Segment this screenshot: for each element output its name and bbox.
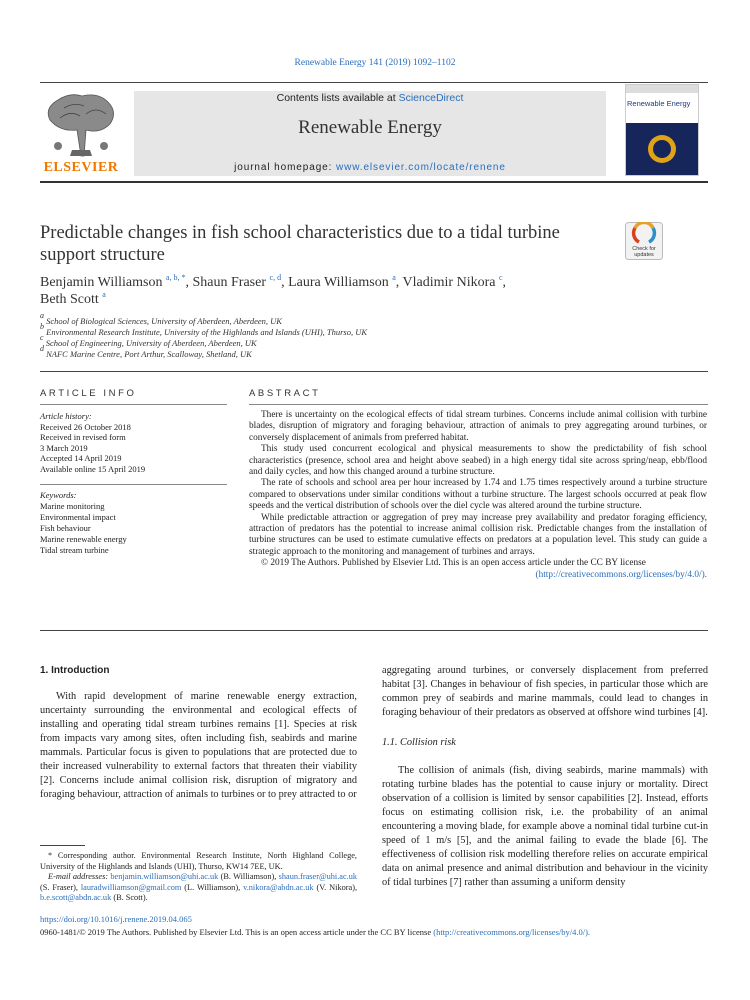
keyword-items <box>40 501 225 556</box>
issn-text: 0960-1481/© 2019 The Authors. Published by Elsevier Ltd. This is an open access article under the CC BY license <box>40 927 432 937</box>
affiliation-text: NAFC Marine Centre, Port Arthur, Scalloway, Shetland, UK <box>44 349 252 359</box>
author-affiliation-marker[interactable]: a <box>392 273 396 282</box>
section-heading: 1. Introduction <box>40 665 110 676</box>
affiliation-text: Environmental Research Institute, University of the Highlands and Islands (UHI), Thurso, UK <box>44 327 368 337</box>
email-label: E-mail addresses: <box>48 872 109 881</box>
doi-link[interactable]: https://doi.org/10.1016/j.renene.2019.04.065 <box>40 914 192 924</box>
keywords-label: Keywords: <box>40 490 77 500</box>
keyword: Environmental impact <box>40 512 116 522</box>
affiliation <box>40 344 640 360</box>
check-for-updates-label[interactable]: Check for updates <box>632 246 656 258</box>
abstract-body <box>249 410 707 581</box>
abstract-paragraph: This study used concurrent ecological and physical measurements to show the predictability of fish school characteristics (presence, school area and height above seabed) in a high energy tidal site across spring/neap, ebb/flood and daily cycles, and how this changed around a turbine structure. <box>249 444 707 478</box>
journal-name: Renewable Energy <box>298 117 442 138</box>
keywords-rule <box>40 484 227 485</box>
affiliation-key: d <box>40 344 44 353</box>
history-items <box>40 422 225 475</box>
abstract-paragraph: While predictable attraction or aggregation of prey may increase prey availability and predator foraging efficiency, attraction of predators has the potential to increase animal collision risk. Predictable changes from the installation of turbine structures can be used to estimate cumulative effects on predators at a population level. This study can guide a strategic approach to the monitoring and management of turbines and arrays. <box>249 512 707 557</box>
email-owner: (V. Nikora), <box>316 882 358 892</box>
email-link[interactable]: lauradwilliamson@gmail.com <box>80 882 182 892</box>
contents-prefix: Contents lists available at <box>276 92 399 104</box>
homepage-prefix: journal homepage: <box>234 162 336 173</box>
author-name: Vladimir Nikora <box>402 275 496 290</box>
author-list: Benjamin Williamson $^{a, b, *}$, Shaun Fraser $^{c, d}$, Laura Williamson $^a$, Vladimir Nikora $^c$, Beth Scott $^a$ <box>40 273 507 307</box>
keyword: Marine monitoring <box>40 501 105 511</box>
article-title: Predictable changes in fish school characteristics due to a tidal turbine support structure <box>40 223 560 265</box>
intro-paragraph-continued: aggregating around turbines, or conversely displacement from preferred habitat [3]. Changes in behaviour of fish species, in particular those which are common prey of seabirds and marine mammals, could lead to changes in foraging behaviour of their predators as observed at offshore wind turbines [4]. <box>382 665 708 718</box>
email-addresses <box>40 872 357 904</box>
header-top-rule <box>40 82 708 83</box>
license-link[interactable]: (http://creativecommons.org/licenses/by/4.0/). <box>535 569 707 580</box>
history-entry: 3 March 2019 <box>40 442 88 453</box>
journal-cover-thumbnail[interactable] <box>625 84 699 176</box>
collision-paragraph: The collision of animals (fish, diving seabirds, marine mammals) with rotating turbine blades has the potential to cause injury or mortality. Direct observation of a collision is limited by sensor capabilities [2]. Instead, efforts focus on estimating collision risk, i.e. the probability of an animal encountering a moving blade, for example above a nominal tidal turbine cut-in speed of 1 m/s [5], and the animal failing to evade the blade [6]. The effectiveness of collision risk modelling therefore relies on accurate empirical data on animal presence and animal distribution and behaviour in the vicinity of tidal turbines [7] rather than assuming a uniform density <box>382 765 708 888</box>
sciencedirect-link[interactable]: ScienceDirect <box>398 92 464 104</box>
affiliation-key: b <box>40 322 44 331</box>
abstract-paragraphs <box>249 410 707 558</box>
article-info-heading: ARTICLE INFO <box>40 388 137 399</box>
affiliation <box>40 333 640 349</box>
journal-citation[interactable]: Renewable Energy 141 (2019) 1092–1102 <box>294 58 456 68</box>
header-bottom-rule <box>40 181 708 183</box>
email-owner: (B. Williamson), <box>220 872 277 881</box>
affiliation-key: c <box>40 333 44 342</box>
keyword: Tidal stream turbine <box>40 545 109 555</box>
history-label: Article history: <box>40 411 92 421</box>
issn-line <box>40 927 590 937</box>
intro-paragraph: With rapid development of marine renewable energy extraction, uncertainty surrounding the environmental and ecological effects of installing and operating tidal stream turbines remains [1]. Species at risk from impacts vary among sites, often including fish, seabirds and marine mammals. Particular focus is given to populations that are protected due to their increased vulnerability to external factors that threaten their viability [2]. Concerns include animal collision risk, disruption of migratory and foraging behaviour, attraction of animals to turbines or to prey attracted to or <box>40 691 357 800</box>
author-name: Beth Scott <box>40 292 99 307</box>
author-name: Shaun Fraser <box>192 275 267 290</box>
keyword: Fish behaviour <box>40 523 91 533</box>
body-left-column <box>40 664 357 802</box>
email-link[interactable]: benjamin.williamson@uhi.ac.uk <box>110 872 219 881</box>
affiliation <box>40 311 640 327</box>
author-affiliation-marker[interactable]: a, b, * <box>165 273 186 282</box>
affiliation-text: School of Biological Sciences, University of Aberdeen, Aberdeen, UK <box>44 316 282 326</box>
license-text: © 2019 The Authors. Published by Elsevier Ltd. This is an open access article under the CC BY license <box>261 558 646 569</box>
email-owner: (L. Williamson), <box>184 882 241 892</box>
email-link[interactable]: b.e.scott@abdn.ac.uk <box>40 893 112 902</box>
history-entry: Accepted 14 April 2019 <box>40 453 122 463</box>
email-owner: (B. Scott). <box>113 893 148 902</box>
homepage-link[interactable]: www.elsevier.com/locate/renene <box>335 162 506 173</box>
affiliation-key: a <box>40 311 44 320</box>
affiliation-rule <box>40 371 708 372</box>
article-history <box>40 411 225 474</box>
homepage-line <box>134 162 606 173</box>
abstract-paragraph: The rate of schools and school area per hour increased by 1.74 and 1.75 times respectively around a turbine structure compared to observations under similar conditions without a turbine structure. The largest schools occurred at peak flow speeds and the vertical distribution of schools over the diel cycle was altered around the turbine structure. <box>249 478 707 512</box>
subsection-heading: 1.1. Collision risk <box>382 737 456 748</box>
article-info-rule <box>40 404 227 405</box>
history-entry: Available online 15 April 2019 <box>40 463 146 474</box>
corresponding-author-note: * Corresponding author. Environmental Research Institute, North Highland College, University of the Highlands and Islands (UHI), Thurso, KW14 7EE, UK. <box>40 851 357 871</box>
affiliation-text: School of Engineering, University of Aberdeen, Aberdeen, UK <box>43 338 257 348</box>
email-link[interactable]: v.nikora@abdn.ac.uk <box>243 882 314 892</box>
body-right-column <box>382 664 708 890</box>
issn-license-link[interactable]: (http://creativecommons.org/licenses/by/4.0/). <box>433 927 591 937</box>
author-affiliation-marker[interactable]: c <box>498 273 503 282</box>
history-entry: Received 26 October 2018 <box>40 421 131 432</box>
author-name: Benjamin Williamson <box>40 275 163 290</box>
abstract-paragraph: There is uncertainty on the ecological effects of tidal stream turbines. Concerns include animal collision with turbine blades, disruption of migratory and foraging behaviour, attraction of animals to prey aggregating around turbines, or conversely displacement of animals from preferred habitat. <box>249 410 707 443</box>
keyword: Marine renewable energy <box>40 534 127 544</box>
contents-line <box>134 92 606 104</box>
keyword-list <box>40 490 225 556</box>
author-affiliation-marker[interactable]: a <box>102 290 106 299</box>
abstract-heading: ABSTRACT <box>249 388 321 399</box>
author-name: Laura Williamson <box>288 275 389 290</box>
author-affiliation-marker[interactable]: c, d <box>269 273 282 282</box>
footnote <box>40 851 357 904</box>
affiliation-list <box>40 311 640 360</box>
license-url-line <box>249 570 707 581</box>
history-entry: Received in revised form <box>40 432 126 442</box>
email-link[interactable]: shaun.fraser@uhi.ac.uk <box>278 872 358 881</box>
email-owner: (S. Fraser), <box>40 882 78 892</box>
affiliation <box>40 322 640 338</box>
abstract-rule <box>249 404 708 405</box>
license-line <box>249 558 707 569</box>
cover-title: Renewable Energy <box>627 99 691 108</box>
elsevier-wordmark: ELSEVIER <box>43 160 119 175</box>
abstract-bottom-rule <box>40 630 708 631</box>
footnote-rule <box>40 845 85 846</box>
